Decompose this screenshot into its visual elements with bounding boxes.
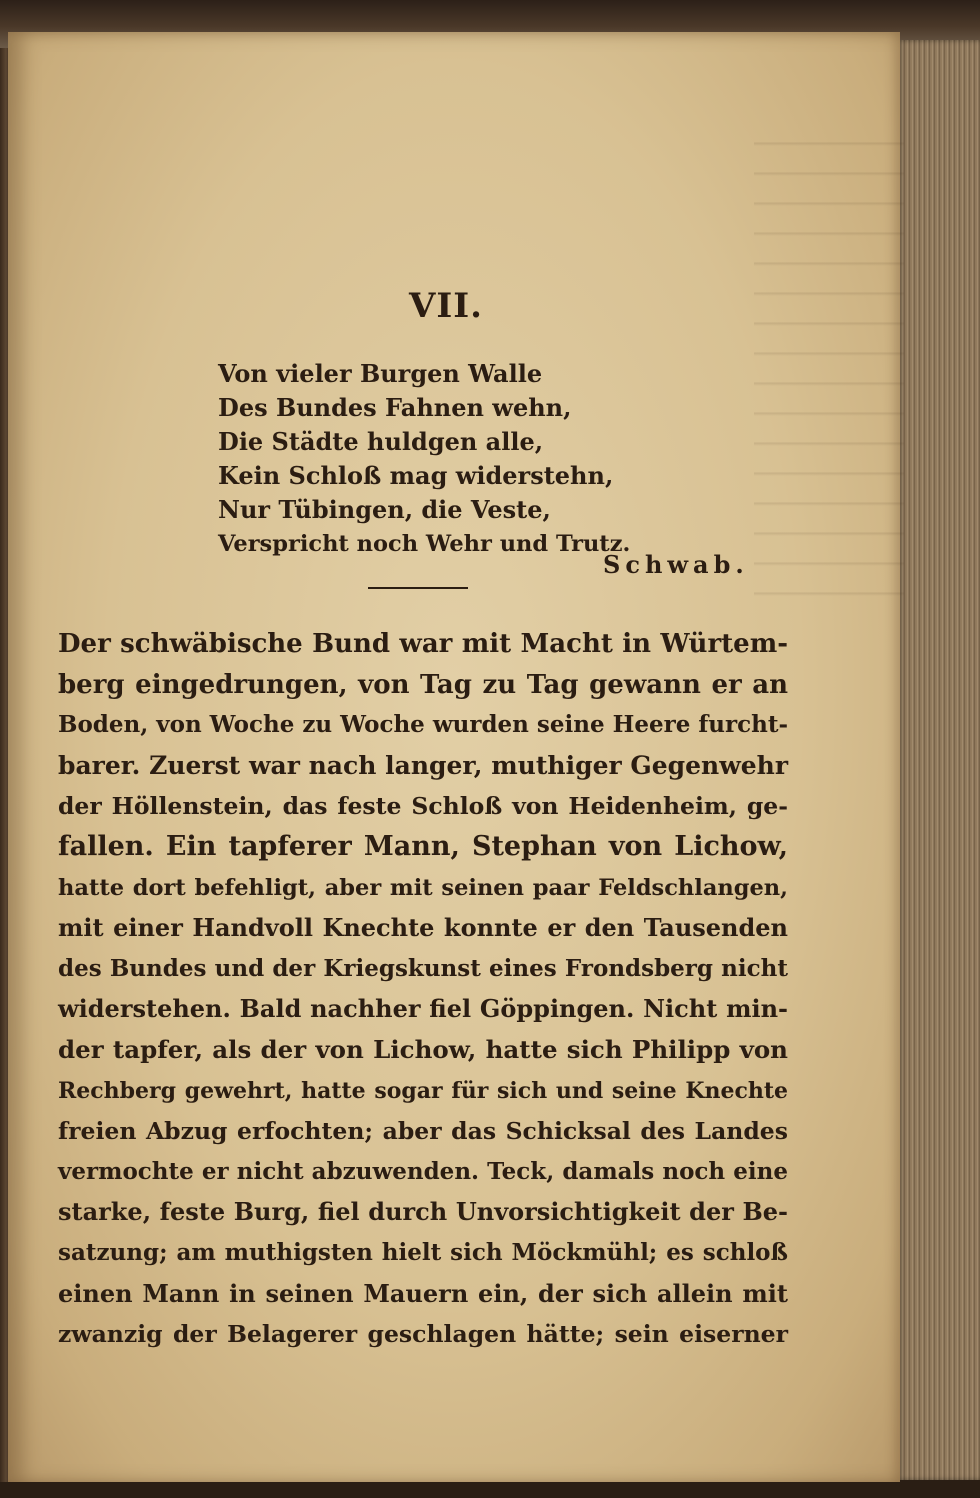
body-line: zwanzig der Belagerer geschlagen hätte; sein eiserner: [58, 1320, 788, 1349]
verse-line: Die Städte huldgen alle,: [218, 427, 544, 456]
verse-line: Des Bundes Fahnen wehn,: [218, 393, 572, 422]
verse-line: Kein Schloß mag widerstehn,: [218, 461, 614, 490]
body-line: fallen. Ein tapferer Mann, Stephan von Lichow,: [58, 830, 788, 862]
body-line: barer. Zuerst war nach langer, muthiger Gegenwehr: [58, 750, 788, 780]
book-page: [8, 32, 900, 1484]
book-bottom-edge: [0, 1482, 980, 1498]
page-edges: [896, 40, 980, 1480]
body-line: des Bundes und der Kriegskunst eines Frondsberg nicht: [58, 954, 788, 982]
body-line: der Höllenstein, das feste Schloß von Heidenheim, ge-: [58, 792, 788, 821]
body-paragraph: [58, 624, 788, 1355]
verse-line: Verspricht noch Wehr und Trutz.: [218, 531, 631, 557]
body-line: widerstehen. Bald nachher fiel Göppingen. Nicht min-: [58, 994, 788, 1024]
body-line: Rechberg gewehrt, hatte sogar für sich und seine Knechte: [58, 1077, 788, 1104]
verse-line: Nur Tübingen, die Veste,: [218, 495, 551, 524]
body-line: starke, feste Burg, fiel durch Unvorsichtigkeit der Be-: [58, 1197, 788, 1227]
body-line: vermochte er nicht abzuwenden. Teck, damals noch eine: [58, 1157, 788, 1185]
bleed-through-text: [754, 116, 904, 616]
chapter-number: VII.: [408, 286, 484, 326]
body-line: berg eingedrungen, von Tag zu Tag gewann er an: [58, 669, 788, 700]
body-line: satzung; am muthigsten hielt sich Möckmühl; es schloß: [58, 1238, 788, 1266]
epigraph-attribution: Schwab.: [603, 550, 749, 579]
body-line: Boden, von Woche zu Woche wurden seine Heere furcht-: [58, 711, 788, 739]
body-line: hatte dort befehligt, aber mit seinen paar Feldschlangen,: [58, 874, 788, 901]
verse-line: Von vieler Burgen Walle: [218, 359, 543, 388]
body-line: Der schwäbische Bund war mit Macht in Würtem-: [58, 629, 788, 659]
section-divider: [368, 587, 468, 589]
body-line: freien Abzug erfochten; aber das Schicksal des Landes: [58, 1117, 788, 1146]
body-line: mit einer Handvoll Knechte konnte er den Tausenden: [58, 913, 788, 943]
body-line: der tapfer, als der von Lichow, hatte sich Philipp von: [58, 1034, 788, 1064]
epigraph-verse: [218, 357, 638, 561]
body-line: einen Mann in seinen Mauern ein, der sich allein mit: [58, 1278, 788, 1308]
